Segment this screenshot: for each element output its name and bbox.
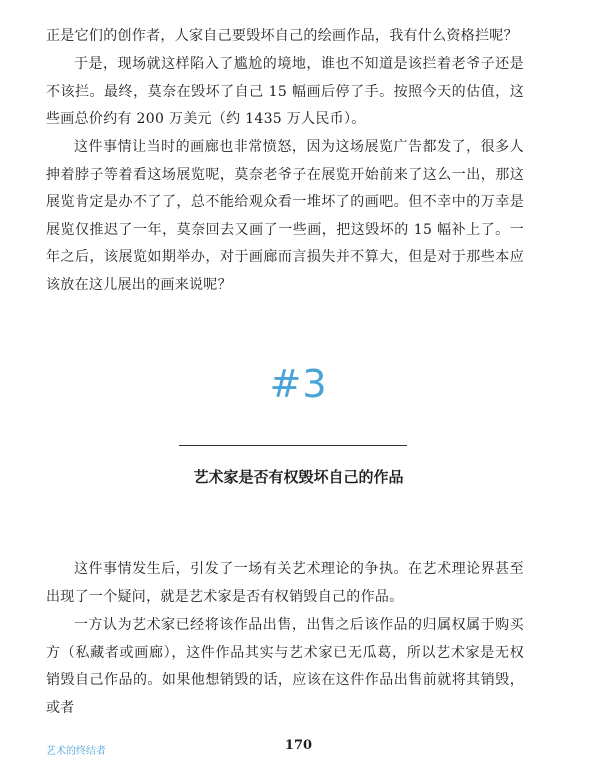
body-paragraph: 于是，现场就这样陷入了尴尬的境地，谁也不知道是该拦着老爷子还是不该拦。最终，莫奈在毁坏了自己 15 幅画后停了手。按照今天的估值，这些画总价约有 200 万美元（约 1435 万人民币）。	[46, 56, 524, 127]
body-paragraph: 一方认为艺术家已经将该作品出售，出售之后该作品的归属权属于购买方（私藏者或画廊），这件作品其实与艺术家已无瓜葛，所以艺术家是无权销毁自己作品的。如果他想销毁的话，应该在这件作品出售前就将其销毁，或者	[46, 617, 524, 716]
page-number: 170	[284, 738, 313, 753]
section-title: 艺术家是否有权毁坏自己的作品	[193, 468, 404, 486]
section-divider	[179, 445, 407, 446]
body-paragraph: 这件事情让当时的画廊也非常愤怒，因为这场展览广告都发了，很多人抻着脖子等着看这场展览呢，莫奈老爷子在展览开始前来了这么一出，那这展览肯定是办不了了，总不能给观众看一堆坏了的画吧。但不幸中的万幸是展览仅推迟了一年，莫奈回去又画了一些画，把这毁坏的 15 幅补上了。一年之后，该展览如期举办，对于画廊而言损失并不算大，但是对于那些本应该放在这儿展出的画来说呢？	[46, 139, 524, 293]
section-number: #3	[269, 362, 328, 406]
footer-book-title: 艺术的终结者	[46, 746, 106, 757]
body-paragraph-continued: 正是它们的创作者，人家自己要毁坏自己的绘画作品，我有什么资格拦呢？	[46, 28, 518, 44]
body-paragraph: 这件事情发生后，引发了一场有关艺术理论的争执。在艺术理论界甚至出现了一个疑问，就是艺术家是否有权销毁自己的作品。	[46, 561, 524, 605]
